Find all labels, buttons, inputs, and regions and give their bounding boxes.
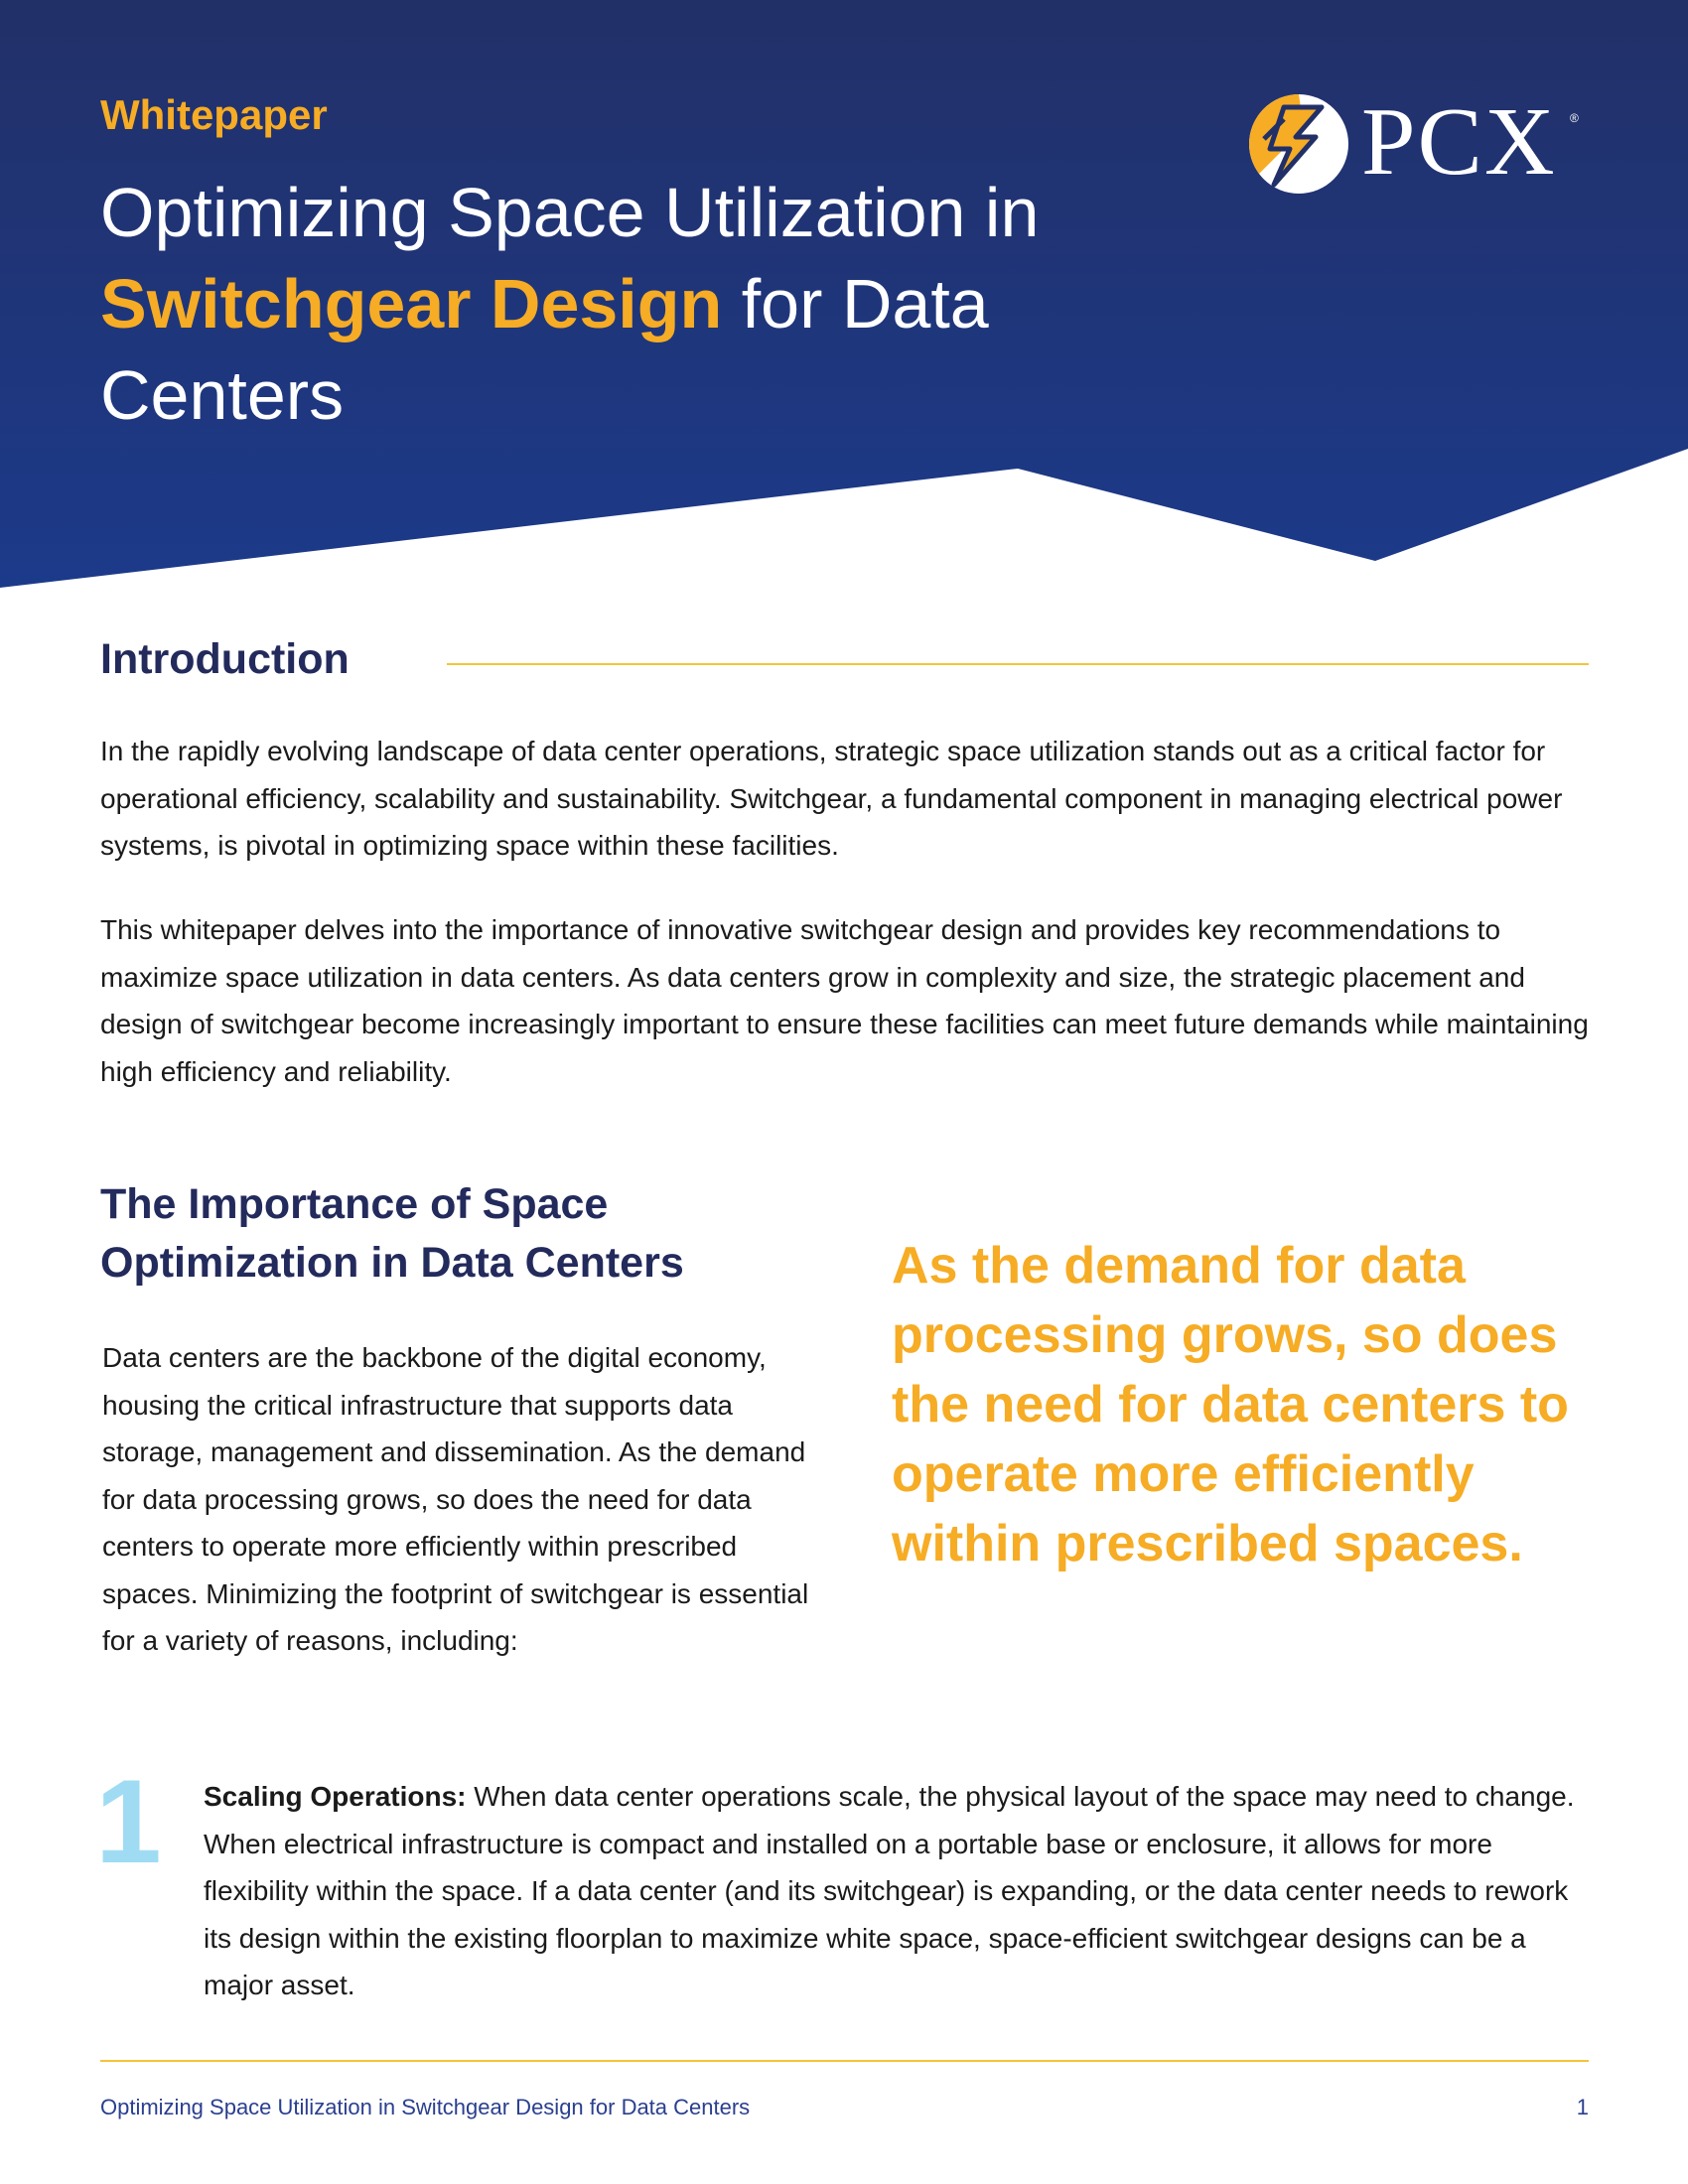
list-item bbox=[204, 1773, 1594, 2009]
importance-heading: The Importance of Space Optimization in Data Centers bbox=[100, 1180, 684, 1287]
importance-body: Data centers are the backbone of the digital economy, housing the critical infrastructure that supports data storage, management and dissemination. As the demand for data processing grows, so does the need for data centers to operate more efficiently within prescribed spaces. Minimizing the footprint of switchgear is essential for a variety of reasons, including: bbox=[102, 1342, 809, 1656]
page-title bbox=[100, 167, 1073, 441]
document-kicker: Whitepaper bbox=[100, 91, 328, 138]
intro-paragraph-2: This whitepaper delves into the importance of innovative switchgear design and provides key recommendations to maximize space utilization in data centers. As data centers grow in complexity and size, the strategic placement and design of switchgear become increasingly important to ensure these facilities can meet future demands while maintaining high efficiency and reliability. bbox=[100, 914, 1589, 1087]
page-number: 1 bbox=[1576, 2095, 1589, 2119]
title-highlight: Switchgear Design bbox=[100, 265, 723, 342]
list-item-text: When data center operations scale, the physical layout of the space may need to change. When electrical infrastructure is compact and installed on a portable base or enclosure, it allows for more flexibility within the space. If a data center (and its switchgear) is expanding, or the data center needs to rework its design within the existing floorplan to maximize white space, space-efficient switchgear designs can be a major asset. bbox=[204, 1781, 1575, 2000]
title-part-2: for Data Centers bbox=[100, 265, 989, 434]
header-banner bbox=[0, 0, 1688, 596]
footer-divider bbox=[100, 2060, 1589, 2062]
title-part-1: Optimizing Space Utilization in bbox=[100, 174, 1040, 251]
heading-divider bbox=[447, 663, 1589, 665]
introduction-heading: Introduction bbox=[100, 635, 350, 683]
lightning-bolt-icon bbox=[1244, 89, 1353, 199]
intro-paragraph-1: In the rapidly evolving landscape of data center operations, strategic space utilization stands out as a critical factor for operational efficiency, scalability and sustainability. Switchgear, a fundamental component in managing electrical power systems, is pivotal in optimizing space within these facilities. bbox=[100, 736, 1563, 861]
footer-title: Optimizing Space Utilization in Switchgear Design for Data Centers bbox=[100, 2095, 751, 2119]
registered-mark: ® bbox=[1570, 111, 1579, 125]
logo-wordmark: PCX bbox=[1361, 88, 1557, 196]
pcx-logo bbox=[1244, 88, 1582, 196]
list-item-number: 1 bbox=[95, 1755, 162, 1888]
pull-quote: As the demand for data processing grows, so does the need for data centers to operate more efficiently within prescribed spaces. bbox=[892, 1237, 1569, 1572]
list-item-title: Scaling Operations: bbox=[204, 1781, 467, 1812]
